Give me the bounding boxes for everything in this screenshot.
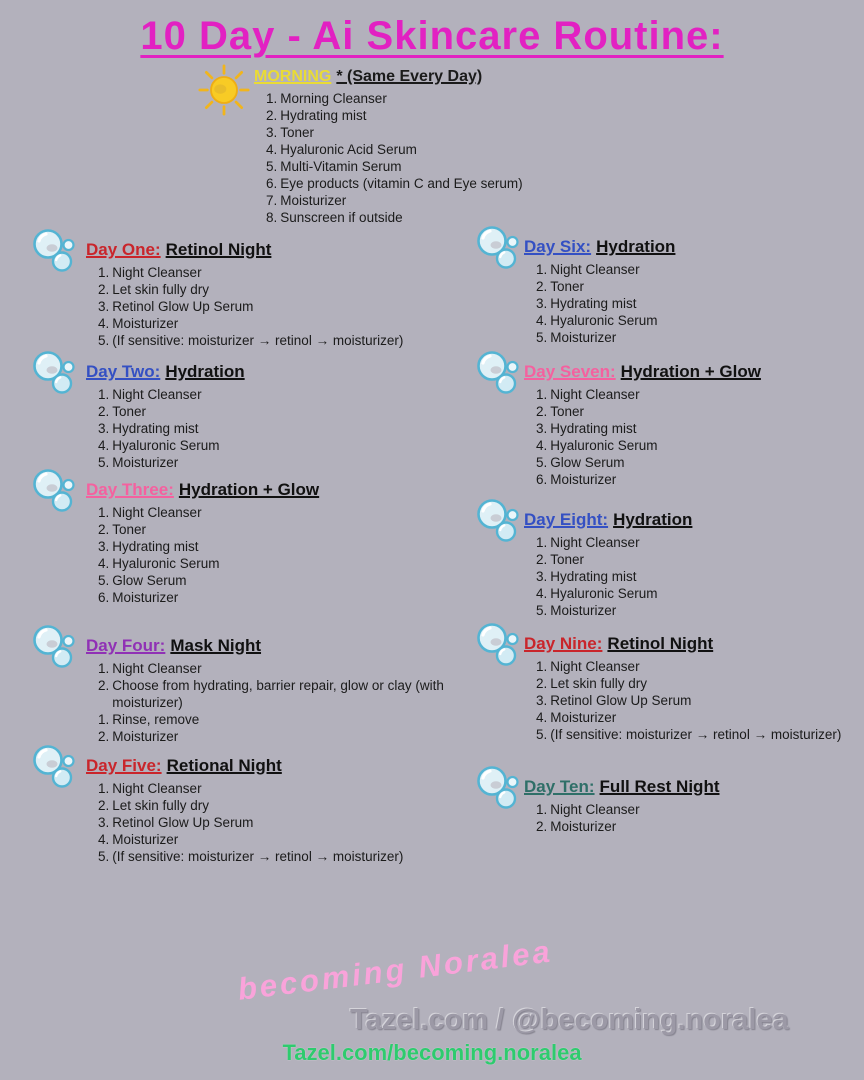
item-number: 6. — [98, 590, 110, 605]
list-item — [266, 209, 678, 226]
item-text: Moisturizer — [550, 472, 617, 487]
item-number: 5. — [536, 603, 548, 618]
item-number: 2. — [98, 404, 110, 419]
item-number: 4. — [266, 142, 278, 157]
list-item — [536, 585, 864, 602]
day-title: Hydration — [596, 237, 676, 256]
item-text: Night Cleanser — [550, 387, 640, 402]
bubbles-icon — [30, 624, 84, 680]
day-header — [86, 240, 488, 260]
site-link[interactable]: Tazel.com/becoming.noralea — [282, 1040, 582, 1065]
item-number: 6. — [536, 472, 548, 487]
item-text: Glow Serum — [112, 573, 187, 588]
list-item — [98, 281, 488, 298]
item-number: 2. — [98, 678, 110, 693]
list-item — [536, 602, 864, 619]
item-text: Moisturizer — [550, 819, 617, 834]
item-number: 4. — [98, 832, 110, 847]
list-item — [98, 780, 488, 797]
item-text: Moisturizer — [112, 729, 179, 744]
item-text: Night Cleanser — [550, 659, 640, 674]
item-number: 3. — [536, 296, 548, 311]
item-number: 1. — [266, 91, 278, 106]
day-title: Hydration — [613, 510, 693, 529]
day-title: Hydration + Glow — [178, 480, 320, 499]
item-text: (If sensitive: moisturizer → retinol → moisturizer) — [112, 333, 404, 348]
bubbles-icon — [474, 350, 528, 406]
list-item — [536, 801, 864, 818]
section-day-two — [28, 350, 488, 471]
item-text: Moisturizer — [112, 590, 179, 605]
bubbles-icon — [30, 744, 84, 800]
item-text: Retinol Glow Up Serum — [112, 815, 254, 830]
item-text: Night Cleanser — [112, 781, 202, 796]
item-text: Let skin fully dry — [112, 798, 210, 813]
list-item — [98, 572, 488, 589]
item-number: 2. — [98, 798, 110, 813]
day-header — [86, 480, 488, 500]
list-item — [536, 420, 864, 437]
item-text: Hydrating mist — [550, 296, 637, 311]
day-label: Day Two: — [86, 362, 161, 381]
section-day-four — [28, 624, 488, 745]
item-number: 1. — [98, 712, 110, 727]
day-header — [86, 636, 488, 656]
item-number: 5. — [536, 330, 548, 345]
item-text: Glow Serum — [550, 455, 625, 470]
day-title: Mask Night — [170, 636, 262, 655]
item-text: Hyaluronic Acid Serum — [280, 142, 417, 157]
day-label: Day Four: — [86, 636, 166, 655]
item-number: 4. — [98, 556, 110, 571]
item-number: 2. — [266, 108, 278, 123]
item-number: 3. — [536, 693, 548, 708]
item-text: Toner — [550, 279, 585, 294]
list-item — [98, 420, 488, 437]
section-day-one — [28, 228, 488, 349]
item-text: Multi-Vitamin Serum — [280, 159, 402, 174]
section-day-ten — [472, 765, 864, 835]
list-item — [266, 124, 678, 141]
day-title: Retinol Night — [165, 240, 272, 259]
list-item — [98, 677, 488, 711]
item-text: Toner — [112, 522, 147, 537]
list-item — [536, 658, 864, 675]
bubbles-icon — [474, 498, 528, 554]
sun-icon — [198, 64, 250, 116]
morning-suffix: * (Same Every Day) — [336, 68, 483, 85]
list-item — [98, 437, 488, 454]
day-header — [524, 510, 864, 530]
item-number: 2. — [98, 282, 110, 297]
item-number: 1. — [536, 535, 548, 550]
item-text: Toner — [550, 404, 585, 419]
bubbles-icon — [30, 228, 84, 284]
item-text: Hyaluronic Serum — [550, 438, 658, 453]
list-item — [98, 660, 488, 677]
item-number: 1. — [536, 802, 548, 817]
morning-section — [198, 60, 678, 226]
list-item — [98, 711, 488, 728]
list-item — [536, 534, 864, 551]
item-text: Moisturizer — [112, 832, 179, 847]
morning-list — [266, 90, 678, 226]
item-text: (If sensitive: moisturizer → retinol → moisturizer) — [112, 849, 404, 864]
list-item — [536, 675, 864, 692]
list-item — [266, 158, 678, 175]
item-number: 1. — [98, 781, 110, 796]
item-number: 5. — [98, 573, 110, 588]
day-title: Hydration + Glow — [620, 362, 761, 381]
day-label: Day Eight: — [524, 510, 609, 529]
list-item — [98, 555, 488, 572]
item-number: 3. — [266, 125, 278, 140]
list-item — [98, 538, 488, 555]
section-day-nine — [472, 622, 864, 743]
item-number: 3. — [536, 569, 548, 584]
item-number: 5. — [98, 849, 110, 864]
page-title: 10 Day - Ai Skincare Routine: — [140, 14, 724, 58]
list-item — [536, 329, 864, 346]
list-item — [536, 386, 864, 403]
item-number: 8. — [266, 210, 278, 225]
list-item — [98, 386, 488, 403]
day-label: Day Seven: — [524, 362, 616, 381]
section-day-six — [472, 225, 864, 346]
item-text: Night Cleanser — [550, 802, 640, 817]
day-header — [86, 756, 488, 776]
item-text: Hyaluronic Serum — [112, 438, 220, 453]
item-text: Moisturizer — [112, 316, 179, 331]
list-item — [536, 692, 864, 709]
item-number: 3. — [536, 421, 548, 436]
item-text: (If sensitive: moisturizer → retinol → moisturizer) — [550, 727, 842, 742]
item-text: Hyaluronic Serum — [550, 313, 658, 328]
bubbles-icon — [30, 350, 84, 406]
item-number: 2. — [98, 522, 110, 537]
item-text: Night Cleanser — [112, 505, 202, 520]
day-header — [86, 362, 488, 382]
item-number: 2. — [536, 676, 548, 691]
day-label: Day Five: — [86, 756, 162, 775]
signature-script: becoming Noralea — [235, 933, 555, 1007]
list-item — [98, 521, 488, 538]
list-item — [266, 90, 678, 107]
item-text: Hydrating mist — [550, 569, 637, 584]
item-number: 4. — [536, 586, 548, 601]
list-item — [98, 403, 488, 420]
item-number: 1. — [536, 262, 548, 277]
item-text: Rinse, remove — [112, 712, 200, 727]
day-header — [524, 777, 864, 797]
list-item — [536, 471, 864, 488]
item-number: 2. — [536, 404, 548, 419]
list-item — [536, 278, 864, 295]
day-label: Day Six: — [524, 237, 592, 256]
item-text: Sunscreen if outside — [280, 210, 403, 225]
day-label: Day Ten: — [524, 777, 595, 796]
section-day-five — [28, 744, 488, 865]
item-number: 6. — [266, 176, 278, 191]
item-number: 4. — [536, 313, 548, 328]
item-number: 4. — [536, 710, 548, 725]
list-item — [98, 264, 488, 281]
list-item — [98, 589, 488, 606]
morning-header — [254, 60, 678, 86]
item-number: 5. — [266, 159, 278, 174]
item-text: Hyaluronic Serum — [550, 586, 658, 601]
item-number: 3. — [98, 421, 110, 436]
item-text: Moisturizer — [280, 193, 347, 208]
bubbles-icon — [474, 622, 528, 678]
list-item — [98, 332, 488, 349]
item-text: Night Cleanser — [550, 535, 640, 550]
day-title: Full Rest Night — [599, 777, 720, 796]
list-item — [536, 295, 864, 312]
list-item — [266, 192, 678, 209]
list-item — [536, 261, 864, 278]
day-header — [524, 362, 864, 382]
item-text: Hydrating mist — [112, 421, 199, 436]
item-text: Let skin fully dry — [550, 676, 648, 691]
day-label: Day Nine: — [524, 634, 603, 653]
item-number: 2. — [536, 819, 548, 834]
day-label: Day One: — [86, 240, 161, 259]
item-number: 4. — [536, 438, 548, 453]
list-item — [536, 437, 864, 454]
item-number: 1. — [98, 265, 110, 280]
bubbles-icon — [474, 765, 528, 821]
item-number: 2. — [536, 279, 548, 294]
item-text: Hydrating mist — [112, 539, 199, 554]
item-number: 5. — [536, 455, 548, 470]
item-number: 3. — [98, 539, 110, 554]
list-item — [536, 818, 864, 835]
item-number: 5. — [98, 333, 110, 348]
item-number: 4. — [98, 438, 110, 453]
list-item — [98, 831, 488, 848]
section-day-seven — [472, 350, 864, 488]
list-item — [266, 175, 678, 192]
day-label: Day Three: — [86, 480, 174, 499]
list-item — [98, 315, 488, 332]
item-text: Toner — [112, 404, 147, 419]
item-number: 3. — [98, 299, 110, 314]
day-header — [524, 237, 864, 257]
day-title: Hydration — [165, 362, 245, 381]
item-number: 7. — [266, 193, 278, 208]
item-text: Toner — [550, 552, 585, 567]
item-text: Night Cleanser — [112, 387, 202, 402]
list-item — [266, 107, 678, 124]
item-number: 1. — [536, 387, 548, 402]
item-text: Moisturizer — [550, 710, 617, 725]
item-text: Hydrating mist — [280, 108, 367, 123]
list-item — [536, 726, 864, 743]
list-item — [536, 568, 864, 585]
item-text: Retinol Glow Up Serum — [112, 299, 254, 314]
day-header — [524, 634, 864, 654]
item-number: 5. — [98, 455, 110, 470]
day-title: Retinol Night — [607, 634, 714, 653]
item-text: Night Cleanser — [550, 262, 640, 277]
item-text: Let skin fully dry — [112, 282, 210, 297]
list-item — [98, 504, 488, 521]
list-item — [98, 814, 488, 831]
list-item — [266, 141, 678, 158]
item-text: Moisturizer — [112, 455, 179, 470]
list-item — [98, 848, 488, 865]
list-item — [98, 728, 488, 745]
item-text: Eye products (vitamin C and Eye serum) — [280, 176, 523, 191]
item-text: Moisturizer — [550, 330, 617, 345]
item-text: Moisturizer — [550, 603, 617, 618]
item-number: 1. — [536, 659, 548, 674]
item-number: 1. — [98, 661, 110, 676]
item-text: Morning Cleanser — [280, 91, 387, 106]
item-number: 4. — [98, 316, 110, 331]
list-item — [98, 298, 488, 315]
list-item — [536, 551, 864, 568]
item-number: 1. — [98, 387, 110, 402]
list-item — [98, 797, 488, 814]
item-text: Choose from hydrating, barrier repair, glow or clay (with moisturizer) — [112, 678, 444, 710]
section-day-three — [28, 468, 488, 606]
item-number: 5. — [536, 727, 548, 742]
list-item — [536, 403, 864, 420]
watermark-text: Tazel.com / @becoming.noralea — [350, 1004, 789, 1036]
item-number: 1. — [98, 505, 110, 520]
item-number: 2. — [98, 729, 110, 744]
item-text: Hyaluronic Serum — [112, 556, 220, 571]
item-text: Retinol Glow Up Serum — [550, 693, 692, 708]
day-title: Retional Night — [166, 756, 282, 775]
item-number: 3. — [98, 815, 110, 830]
section-day-eight — [472, 498, 864, 619]
list-item — [536, 312, 864, 329]
item-text: Hydrating mist — [550, 421, 637, 436]
item-number: 2. — [536, 552, 548, 567]
list-item — [536, 709, 864, 726]
list-item — [536, 454, 864, 471]
item-text: Night Cleanser — [112, 661, 202, 676]
item-text: Night Cleanser — [112, 265, 202, 280]
bubbles-icon — [474, 225, 528, 281]
bubbles-icon — [30, 468, 84, 524]
item-text: Toner — [280, 125, 315, 140]
morning-label: MORNING — [254, 68, 332, 85]
